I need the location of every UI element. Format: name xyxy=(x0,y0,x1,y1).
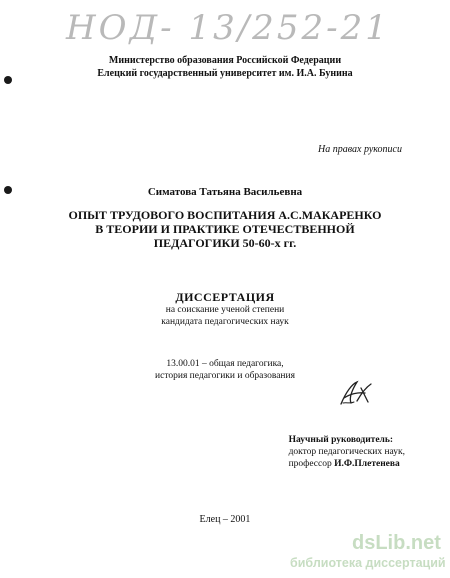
advisor-degree: доктор педагогических наук, xyxy=(288,447,405,457)
watermark-logo: dsLib.net xyxy=(352,532,441,554)
document-type: ДИССЕРТАЦИЯ xyxy=(175,290,275,304)
degree-line: на соискание ученой степени xyxy=(165,305,285,315)
title-line: ПЕДАГОГИКИ 50-60-х гг. xyxy=(153,236,297,250)
institution-header xyxy=(0,54,450,80)
dissertation-title xyxy=(0,208,450,250)
advisor-title-name xyxy=(289,458,405,470)
title-line: ОПЫТ ТРУДОВОГО ВОСПИТАНИЯ А.С.МАКАРЕНКО xyxy=(68,208,382,222)
handwritten-catalog-code: НОД- 13/252-21 xyxy=(66,8,390,48)
handwritten-signature-mark xyxy=(338,378,374,408)
specialty-code xyxy=(0,358,450,382)
watermark-caption: библиотека диссертаций xyxy=(290,556,446,570)
specialty-line: 13.00.01 – общая педагогика, xyxy=(166,359,284,369)
place-and-year: Елец – 2001 xyxy=(199,514,251,525)
rights-note: На правах рукописи xyxy=(318,144,402,155)
scientific-advisor xyxy=(289,434,405,470)
degree-line: кандидата педагогических наук xyxy=(161,317,289,327)
author-name: Симатова Татьяна Васильевна xyxy=(147,186,303,198)
ministry-name: Министерство образования Российской Федерации xyxy=(108,55,342,66)
degree-sought xyxy=(0,304,450,328)
advisor-title: профессор xyxy=(288,459,332,469)
specialty-line: история педагогики и образования xyxy=(155,371,295,381)
advisor-label: Научный руководитель: xyxy=(288,435,394,445)
title-line: В ТЕОРИИ И ПРАКТИКЕ ОТЕЧЕСТВЕННОЙ xyxy=(95,222,355,236)
advisor-name: И.Ф.Плетенева xyxy=(334,459,400,469)
university-name: Елецкий государственный университет им. И.А. Бунина xyxy=(97,68,353,79)
